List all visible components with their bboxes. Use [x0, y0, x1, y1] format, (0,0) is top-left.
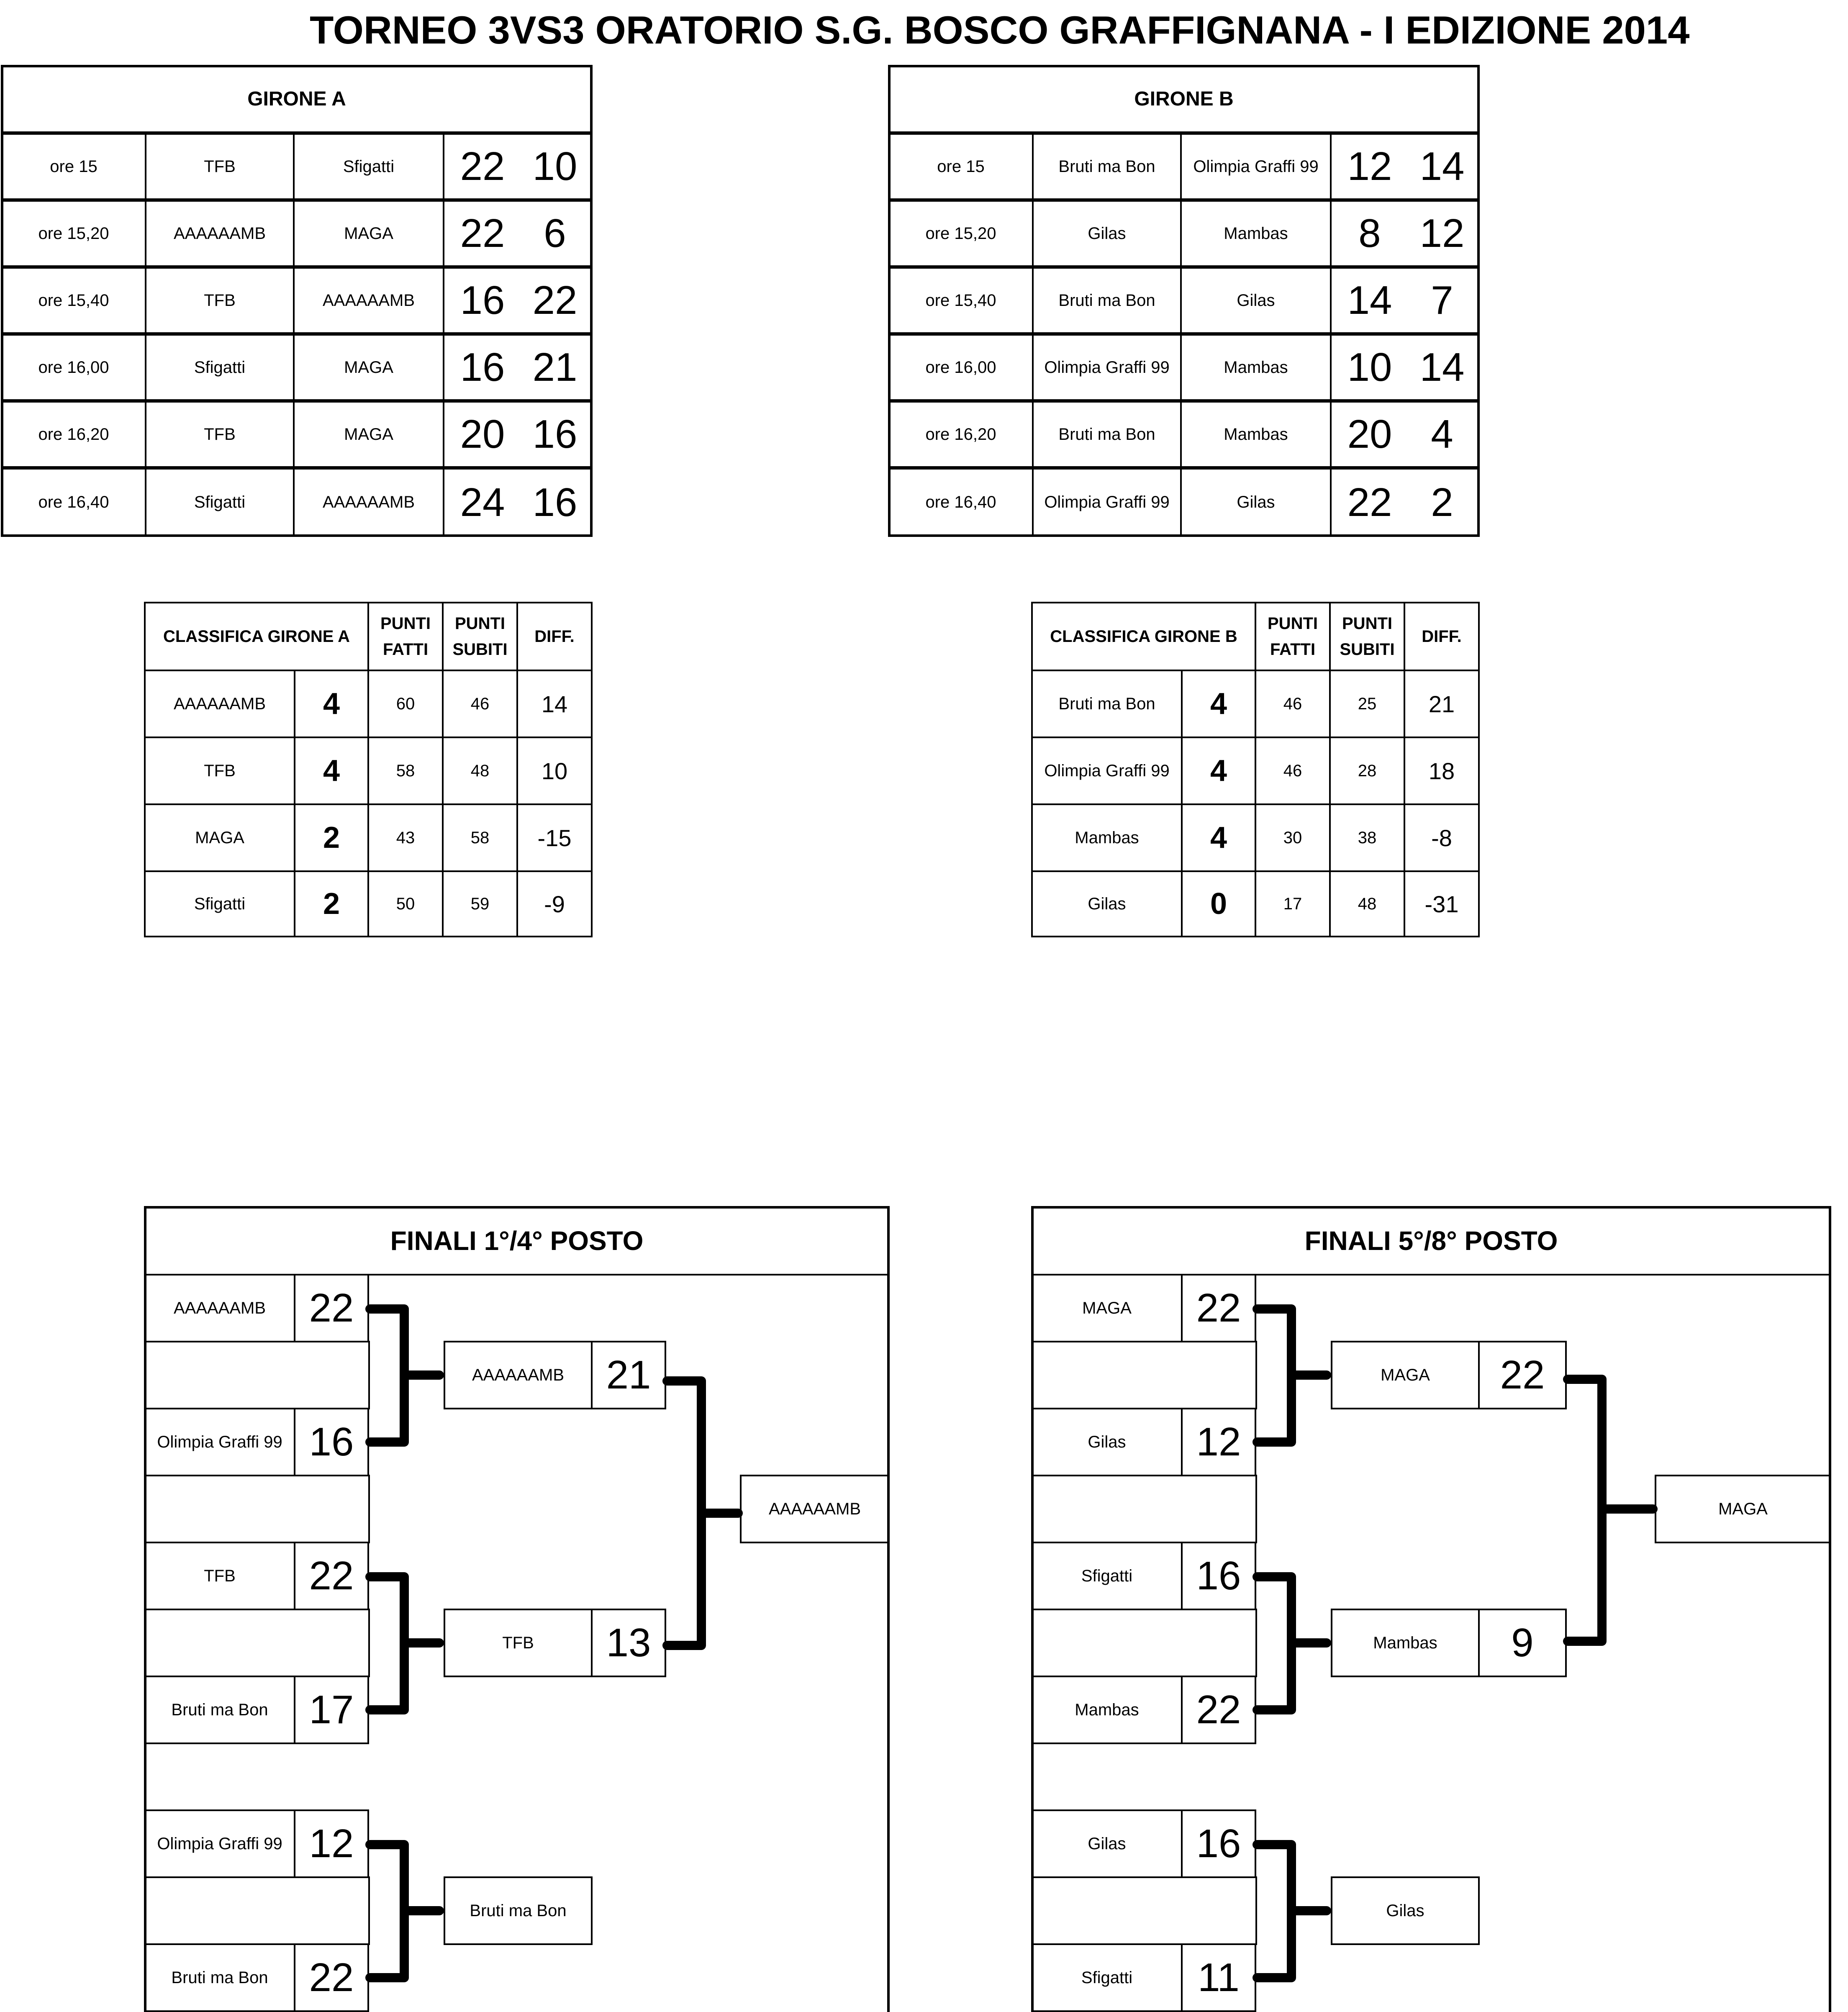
classifica-a-header: CLASSIFICA GIRONE A [144, 602, 369, 671]
standing-subiti: 28 [1329, 737, 1405, 805]
standing-team: Bruti ma Bon [1031, 670, 1183, 738]
page-title: TORNEO 3VS3 ORATORIO S.G. BOSCO GRAFFIGNANA - I EDIZIONE 2014 [310, 8, 1690, 52]
bracket-team: TFB [144, 1542, 295, 1610]
standing-diff: 14 [516, 670, 593, 738]
standing-fatti: 50 [367, 870, 444, 937]
col-punti-fatti-line2: FATTI [382, 640, 429, 659]
match-score-home: 16 [443, 267, 521, 334]
match-away: MAGA [293, 200, 444, 267]
bracket-score: 17 [294, 1676, 369, 1744]
match-home: TFB [145, 133, 295, 200]
col-punti-fatti-line2: FATTI [1270, 640, 1316, 659]
standing-team: Sfigatti [144, 870, 295, 937]
match-score-home: 10 [1330, 334, 1408, 401]
match-score-home: 8 [1330, 200, 1408, 267]
match-away: AAAAAAMB [293, 267, 444, 334]
bracket-team: MAGA [1331, 1341, 1480, 1409]
standing-diff: -31 [1404, 870, 1480, 937]
standing-diff: 18 [1404, 737, 1480, 805]
standing-points: 2 [294, 870, 369, 937]
match-score-away: 14 [1406, 133, 1480, 200]
bracket-connector [1568, 1379, 1602, 1641]
standing-diff: 21 [1404, 670, 1480, 738]
standing-fatti: 58 [367, 737, 444, 805]
standing-diff: -15 [516, 803, 593, 872]
standing-points: 4 [1181, 670, 1256, 738]
match-home: Bruti ma Bon [1032, 401, 1182, 468]
match-time: ore 16,40 [888, 468, 1034, 537]
match-home: Olimpia Graffi 99 [1032, 334, 1182, 401]
match-time: ore 16,00 [888, 334, 1034, 401]
match-score-away: 22 [519, 267, 593, 334]
match-away: MAGA [293, 401, 444, 468]
bracket-third-winner: Gilas [1331, 1876, 1480, 1945]
standing-subiti: 46 [442, 670, 518, 738]
standing-subiti: 48 [442, 737, 518, 805]
bracket-connector [370, 1577, 404, 1710]
col-punti-fatti-line1: PUNTI [1268, 614, 1318, 633]
bracket-connector [1257, 1577, 1291, 1710]
match-away: AAAAAAMB [293, 468, 444, 537]
col-diff: DIFF. [516, 602, 593, 671]
bracket-team: Sfigatti [1031, 1943, 1183, 2012]
standing-fatti: 60 [367, 670, 444, 738]
bracket-score: 12 [294, 1809, 369, 1878]
girone-a-header: GIRONE A [1, 65, 593, 133]
bracket-score: 21 [591, 1341, 666, 1409]
bracket-connector [1257, 1309, 1291, 1442]
bracket-score: 9 [1478, 1609, 1567, 1677]
standing-fatti: 46 [1255, 737, 1331, 805]
col-punti-subiti-line1: PUNTI [455, 614, 505, 633]
match-away: Mambas [1180, 200, 1332, 267]
match-score-home: 20 [443, 401, 521, 468]
bracket-score: 16 [294, 1408, 369, 1476]
match-time: ore 16,40 [1, 468, 146, 537]
match-home: TFB [145, 267, 295, 334]
standing-fatti: 17 [1255, 870, 1331, 937]
bracket-score: 22 [1181, 1274, 1256, 1342]
standing-points: 4 [1181, 803, 1256, 872]
match-away: Olimpia Graffi 99 [1180, 133, 1332, 200]
match-score-home: 16 [443, 334, 521, 401]
match-score-home: 22 [443, 200, 521, 267]
standing-fatti: 46 [1255, 670, 1331, 738]
standing-points: 4 [1181, 737, 1256, 805]
match-score-home: 20 [1330, 401, 1408, 468]
girone-b-header: GIRONE B [888, 65, 1480, 133]
bracket-team: AAAAAAMB [144, 1274, 295, 1342]
match-time: ore 15,20 [888, 200, 1034, 267]
bracket-score: 22 [294, 1542, 369, 1610]
bracket-score: 11 [1181, 1943, 1256, 2012]
match-score-away: 12 [1406, 200, 1480, 267]
bracket-team: TFB [444, 1609, 593, 1677]
standing-subiti: 25 [1329, 670, 1405, 738]
match-home: Olimpia Graffi 99 [1032, 468, 1182, 537]
bracket-connector [667, 1381, 701, 1645]
col-punti-fatti-line1: PUNTI [380, 614, 431, 633]
bracket-team: Sfigatti [1031, 1542, 1183, 1610]
standing-team: Mambas [1031, 803, 1183, 872]
bracket-winner: AAAAAAMB [740, 1475, 890, 1543]
bracket-team: Olimpia Graffi 99 [144, 1809, 295, 1878]
match-score-away: 21 [519, 334, 593, 401]
standing-team: Gilas [1031, 870, 1183, 937]
match-score-home: 14 [1330, 267, 1408, 334]
match-score-home: 22 [1330, 468, 1408, 537]
finali-5-8-header: FINALI 5°/8° POSTO [1031, 1206, 1831, 1275]
bracket-score: 22 [294, 1274, 369, 1342]
bracket-team: Mambas [1031, 1676, 1183, 1744]
match-time: ore 16,20 [888, 401, 1034, 468]
bracket-team: Gilas [1031, 1809, 1183, 1878]
match-score-away: 14 [1406, 334, 1480, 401]
bracket-team: Olimpia Graffi 99 [144, 1408, 295, 1476]
match-score-away: 7 [1406, 267, 1480, 334]
match-time: ore 15,20 [1, 200, 146, 267]
standing-team: TFB [144, 737, 295, 805]
standing-subiti: 59 [442, 870, 518, 937]
finali-1-4-header: FINALI 1°/4° POSTO [144, 1206, 890, 1275]
col-punti-subiti-line2: SUBITI [452, 640, 508, 659]
standing-subiti: 38 [1329, 803, 1405, 872]
standing-subiti: 58 [442, 803, 518, 872]
standing-points: 0 [1181, 870, 1256, 937]
standing-points: 4 [294, 670, 369, 738]
bracket-team: Bruti ma Bon [144, 1943, 295, 2012]
match-away: Gilas [1180, 267, 1332, 334]
col-punti-subiti-line2: SUBITI [1340, 640, 1395, 659]
bracket-score: 16 [1181, 1809, 1256, 1878]
col-diff: DIFF. [1404, 602, 1480, 671]
classifica-b-header: CLASSIFICA GIRONE B [1031, 602, 1256, 671]
match-score-away: 10 [519, 133, 593, 200]
bracket-team: Bruti ma Bon [144, 1676, 295, 1744]
match-time: ore 15,40 [1, 267, 146, 334]
match-home: Gilas [1032, 200, 1182, 267]
standing-subiti: 48 [1329, 870, 1405, 937]
match-home: Sfigatti [145, 334, 295, 401]
match-time: ore 15 [1, 133, 146, 200]
bracket-score: 16 [1181, 1542, 1256, 1610]
match-time: ore 15,40 [888, 267, 1034, 334]
bracket-team: MAGA [1031, 1274, 1183, 1342]
standing-diff: -8 [1404, 803, 1480, 872]
match-time: ore 16,00 [1, 334, 146, 401]
bracket-team: AAAAAAMB [444, 1341, 593, 1409]
match-score-home: 12 [1330, 133, 1408, 200]
match-score-home: 24 [443, 468, 521, 537]
standing-fatti: 30 [1255, 803, 1331, 872]
match-score-away: 6 [519, 200, 593, 267]
bracket-team: Mambas [1331, 1609, 1480, 1677]
match-home: AAAAAAMB [145, 200, 295, 267]
match-away: Mambas [1180, 401, 1332, 468]
match-score-away: 2 [1406, 468, 1480, 537]
match-time: ore 16,20 [1, 401, 146, 468]
bracket-team: Gilas [1031, 1408, 1183, 1476]
col-punti-subiti-line1: PUNTI [1342, 614, 1392, 633]
bracket-connector [1257, 1845, 1291, 1978]
match-away: MAGA [293, 334, 444, 401]
standing-team: MAGA [144, 803, 295, 872]
match-away: Mambas [1180, 334, 1332, 401]
standing-team: AAAAAAMB [144, 670, 295, 738]
bracket-score: 22 [1478, 1341, 1567, 1409]
match-time: ore 15 [888, 133, 1034, 200]
match-home: Sfigatti [145, 468, 295, 537]
match-score-away: 4 [1406, 401, 1480, 468]
standing-diff: 10 [516, 737, 593, 805]
bracket-connector [370, 1309, 404, 1442]
match-home: TFB [145, 401, 295, 468]
bracket-connector [370, 1845, 404, 1978]
standing-team: Olimpia Graffi 99 [1031, 737, 1183, 805]
bracket-score: 22 [294, 1943, 369, 2012]
standing-diff: -9 [516, 870, 593, 937]
bracket-score: 12 [1181, 1408, 1256, 1476]
match-score-away: 16 [519, 401, 593, 468]
match-home: Bruti ma Bon [1032, 133, 1182, 200]
bracket-score: 13 [591, 1609, 666, 1677]
bracket-third-winner: Bruti ma Bon [444, 1876, 593, 1945]
standing-points: 2 [294, 803, 369, 872]
match-away: Sfigatti [293, 133, 444, 200]
bracket-score: 22 [1181, 1676, 1256, 1744]
standing-fatti: 43 [367, 803, 444, 872]
match-away: Gilas [1180, 468, 1332, 537]
match-home: Bruti ma Bon [1032, 267, 1182, 334]
match-score-away: 16 [519, 468, 593, 537]
standing-points: 4 [294, 737, 369, 805]
bracket-winner: MAGA [1655, 1475, 1831, 1543]
match-score-home: 22 [443, 133, 521, 200]
